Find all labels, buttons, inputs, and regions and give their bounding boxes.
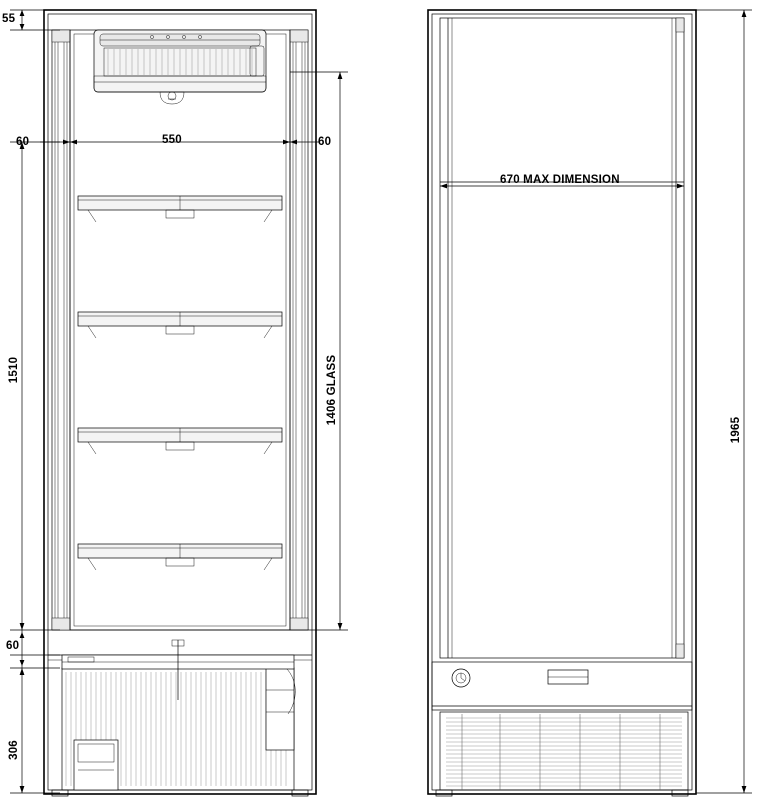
front-view-group xyxy=(44,10,316,796)
dimension-overall-height: 1965 xyxy=(730,416,742,444)
dimension-top-gap: 55 xyxy=(2,13,16,25)
dimension-base-height: 306 xyxy=(8,740,20,760)
dimension-glass-height: 1406 GLASS xyxy=(326,354,338,426)
dimension-interior-width: 550 xyxy=(162,134,182,146)
dimension-right-frame: 60 xyxy=(318,136,332,148)
side-view-group xyxy=(428,10,696,796)
dimension-cabinet-interior-height: 1510 xyxy=(8,356,20,384)
dimension-side-depth: 670 MAX DIMENSION xyxy=(500,174,620,186)
dimension-bottom-frame: 60 xyxy=(6,640,20,652)
dimension-left-frame: 60 xyxy=(16,136,30,148)
